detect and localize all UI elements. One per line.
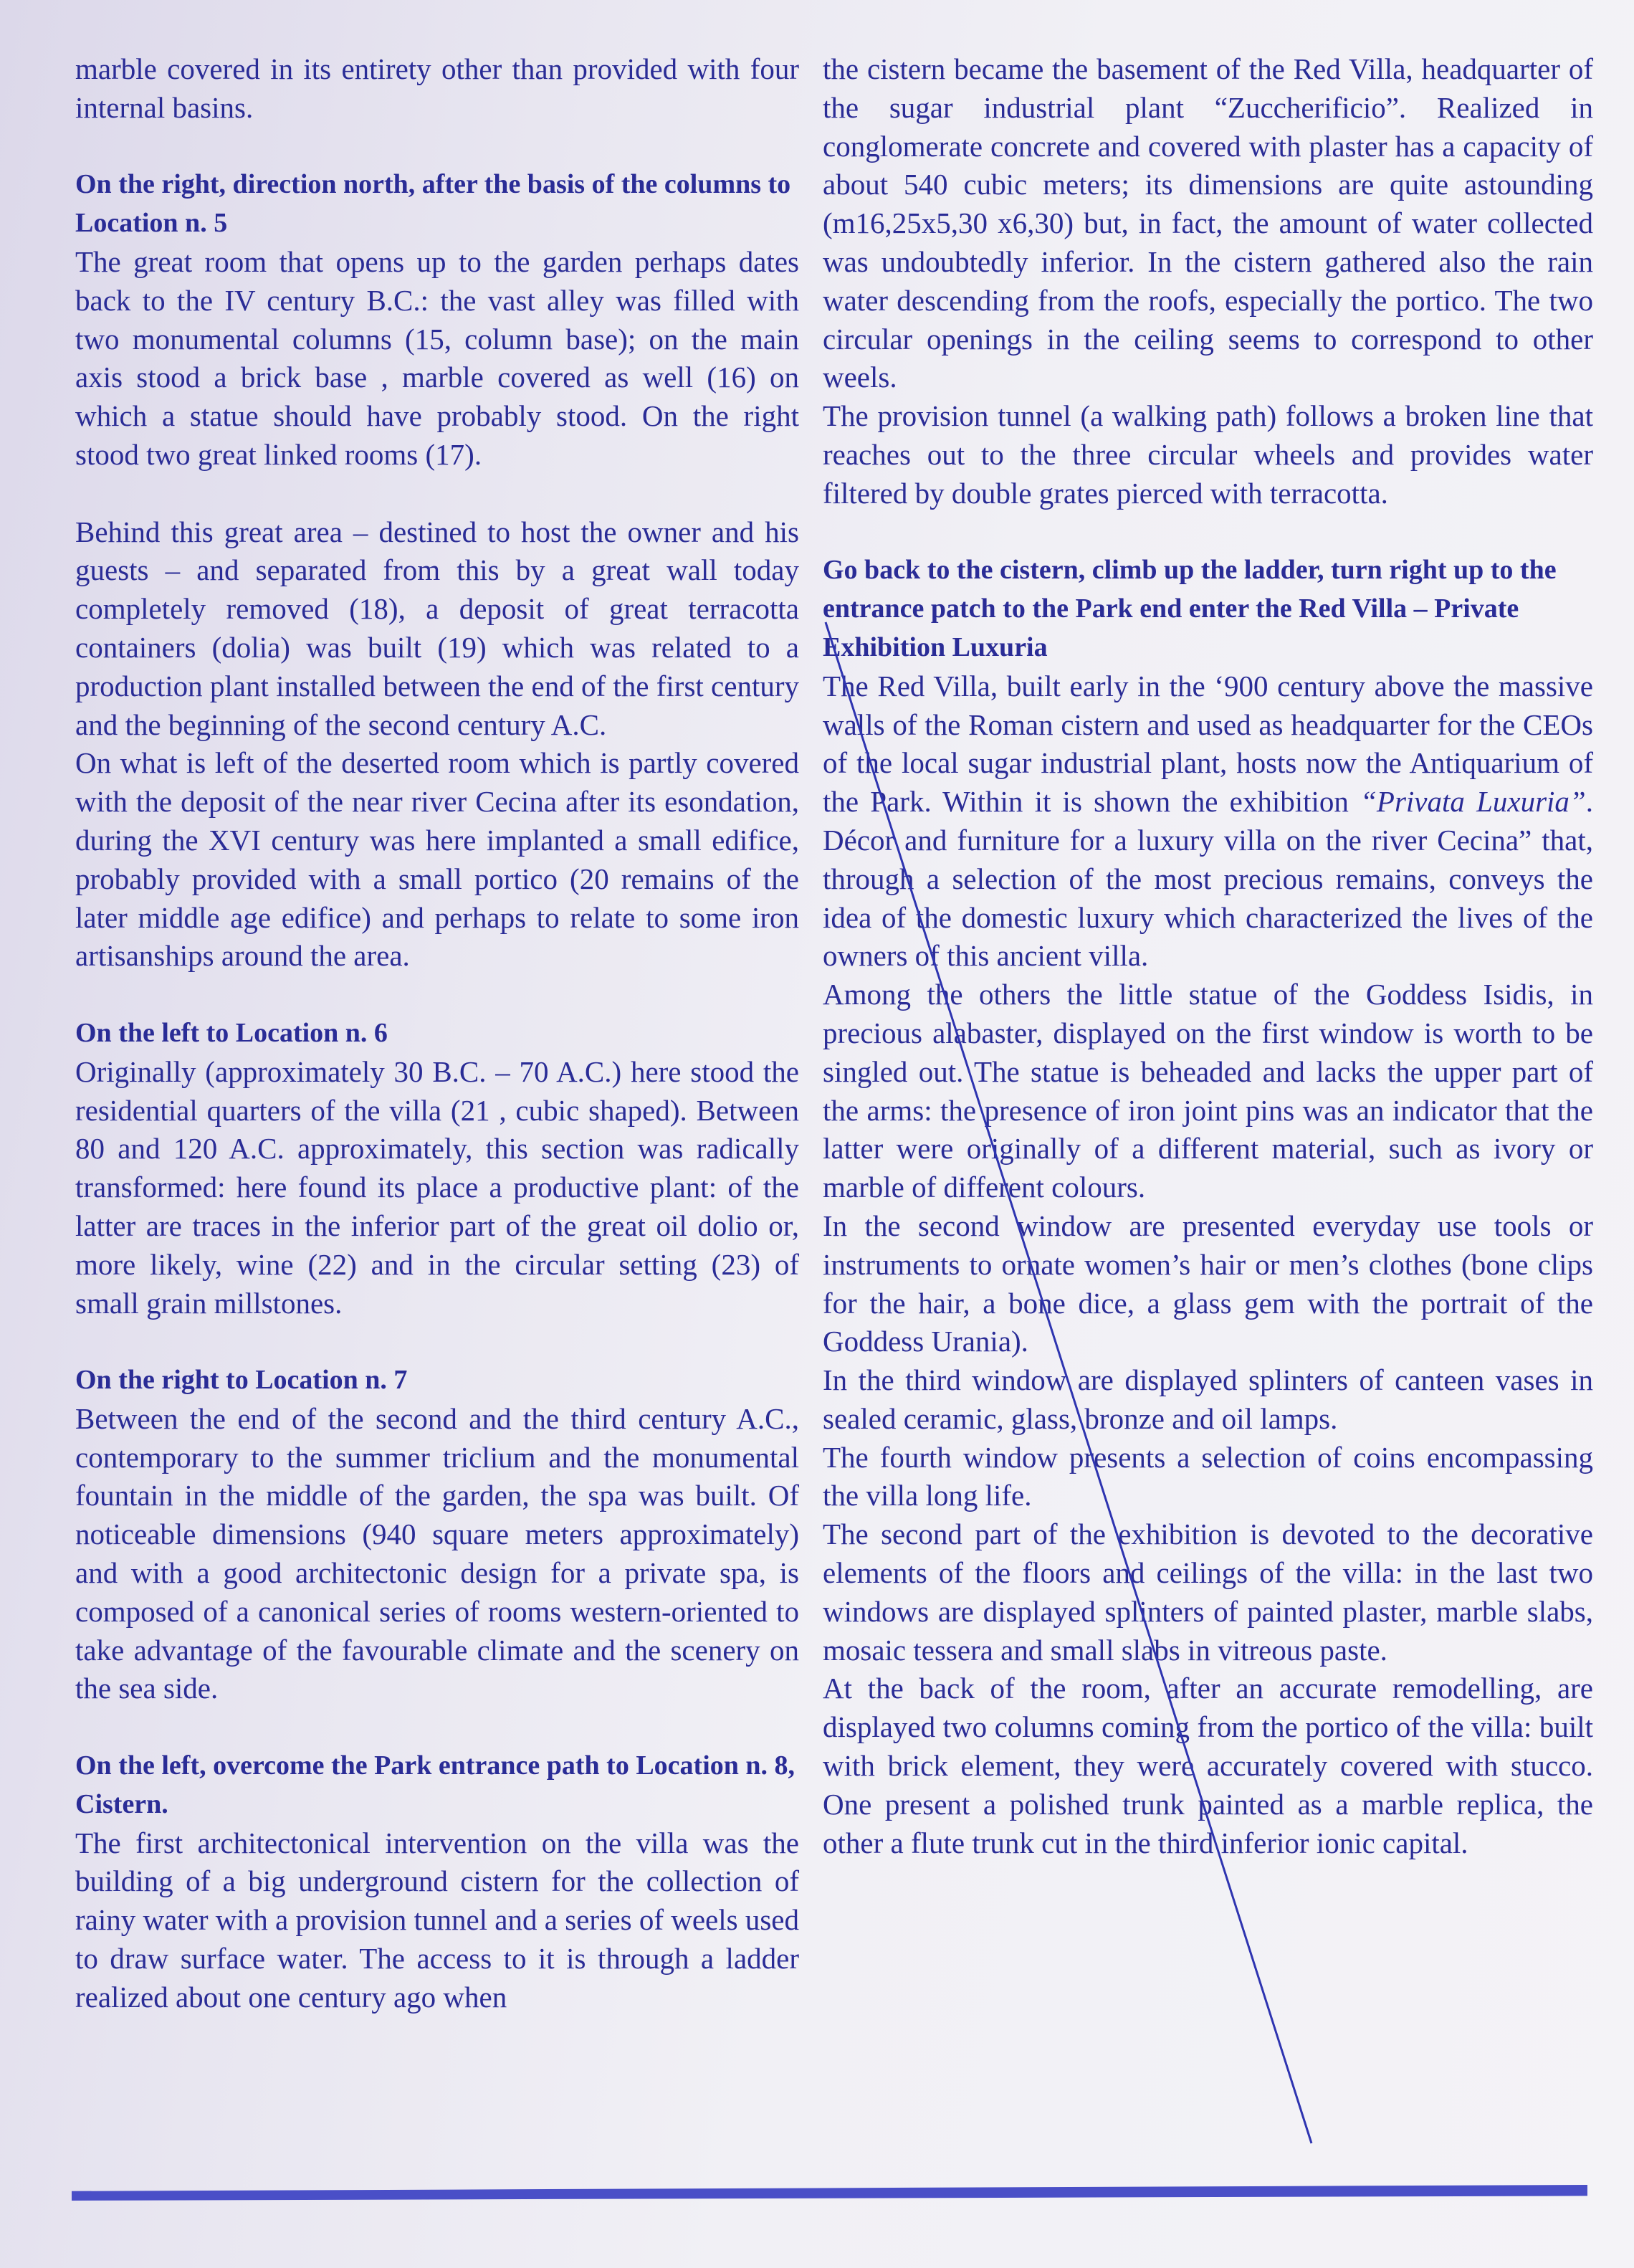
location-7-paragraph: Between the end of the second and the third century A.C., contemporary to the summer triclium and the monumental fountain in the middle of the garden, the spa was built. Of noticeable dimensions (940 square meters approximately) and with a good architectonic design for a private spa, is composed of a canonical series of rooms western-oriented to take advantage of the favourable climate and the scenery on the sea side.	[75, 1401, 799, 1705]
columns-paragraph: At the back of the room, after an accurate remodelling, are displayed two columns coming from the portico of the villa: built with brick element, they were accurately covered with stucco. One present a polished trunk painted as a marble replica, the other a flute trunk cut in the third inferior ionic capital.	[823, 1672, 1593, 1859]
red-villa-text-b: . Décor and furniture for a luxury villa on the river Cecina” that, through a selection of the most precious remains, conveys the idea of the domestic luxury which characterized the lives of the owners of this ancient villa.	[823, 785, 1593, 973]
bottom-rule	[72, 2185, 1587, 2201]
location-8-paragraph: The first architectonical intervention on the villa was the building of a big underground cistern for the collection of rainy water with a provision tunnel and a series of weels used to draw surface water. The access to it is through a ladder realized about one century ago when	[75, 1826, 799, 2014]
isis-statue-paragraph: Among the others the little statue of the Goddess Isidis, in precious alabaster, displayed on the first window is worth to be singled out. The statue is beheaded and lacks the upper part of the arms: the presence of iron joint pins was an indicator that the latter were originally of a different material, such as ivory or marble of different colours.	[823, 978, 1593, 1204]
decorative-elements-paragraph: The second part of the exhibition is devoted to the decorative elements of the floors and ceilings of the villa: in the last two windows are displayed splinters of painted plaster, marble slabs, mosaic tessera and small slabs in vitreous paste.	[823, 1517, 1593, 1667]
red-villa-text-a: The Red Villa, built early in the ‘900 century above the massive walls of the Roman cistern and used as headquarter for the CEOs of the local sugar industrial plant, hosts now the Antiquarium of the Park. Within it is shown the exhibition	[823, 669, 1593, 819]
cistern-paragraph: the cistern became the basement of the Red Villa, headquarter of the sugar industrial plant “Zuccherificio”. Realized in conglomerate concrete and covered with plaster has a capacity of about 540 cubic meters; its dimensions are quite astounding (m16,25x5,30 x6,30) but, in fact, the amount of water collected was undoubtedly inferior. In the cistern gathered also the rain water descending from the roofs, especially the portico. The two circular openings in the ceiling seems to correspond to other weels.	[823, 52, 1593, 394]
exhibition-title: “Privata Luxuria”	[1360, 785, 1586, 819]
edifice-paragraph: On what is left of the deserted room which is partly covered with the deposit of the near river Cecina after its esondation, during the XVI century was here implanted a small edifice, probably provided with a small portico (20 remains of the later middle age edifice) and perhaps to relate to some iron artisanships around the area.	[75, 746, 799, 973]
right-column	[823, 50, 1593, 1862]
dolia-paragraph: Behind this great area – destined to host the owner and his guests – and separated from this by a great wall today completely removed (18), a deposit of great terracotta containers (dolia) was built (19) which was related to a production plant installed between the end of the first century and the beginning of the second century A.C.	[75, 515, 799, 741]
location-6-heading: On the left to Location n. 6	[75, 1017, 388, 1048]
tunnel-paragraph: The provision tunnel (a walking path) follows a broken line that reaches out to the three circular wheels and provides water filtered by double grates pierced with terracotta.	[823, 399, 1593, 510]
third-window-paragraph: In the third window are displayed splinters of canteen vases in sealed ceramic, glass, bronze and oil lamps.	[823, 1363, 1593, 1435]
location-7-heading: On the right to Location n. 7	[75, 1365, 408, 1396]
fourth-window-paragraph: The fourth window presents a selection of coins encompassing the villa long life.	[823, 1440, 1593, 1512]
red-villa-paragraph	[823, 667, 1593, 976]
left-column	[75, 50, 799, 2017]
location-5-paragraph: The great room that opens up to the garden perhaps dates back to the IV century B.C.: the vast alley was filled with two monumental columns (15, column base); on the main axis stood a brick base , marble covered as well (16) on which a statue should have probably stood. On the right stood two great linked rooms (17).	[75, 244, 799, 471]
red-villa-heading: Go back to the cistern, climb up the ladder, turn right up to the entrance patch to the Park end enter the Red Villa – Private Exhibition Luxuria	[823, 555, 1557, 662]
second-window-paragraph: In the second window are presented everyday use tools or instruments to ornate women’s hair or men’s clothes (bone clips for the hair, a bone dice, a glass gem with the portrait of the Goddess Urania).	[823, 1209, 1593, 1358]
intro-paragraph: marble covered in its entirety other than provided with four internal basins.	[75, 52, 799, 124]
location-6-paragraph: Originally (approximately 30 B.C. – 70 A.C.) here stood the residential quarters of the villa (21 , cubic shaped). Between 80 and 120 A.C. approximately, this section was radically transformed: here found its place a productive plant: of the latter are traces in the inferior part of the great oil dolio or, more likely, wine (22) and in the circular setting (23) of small grain millstones.	[75, 1054, 799, 1320]
location-8-heading: On the left, overcome the Park entrance path to Location n. 8, Cistern.	[75, 1750, 796, 1819]
location-5-heading: On the right, direction north, after the basis of the columns to Location n. 5	[75, 169, 791, 239]
